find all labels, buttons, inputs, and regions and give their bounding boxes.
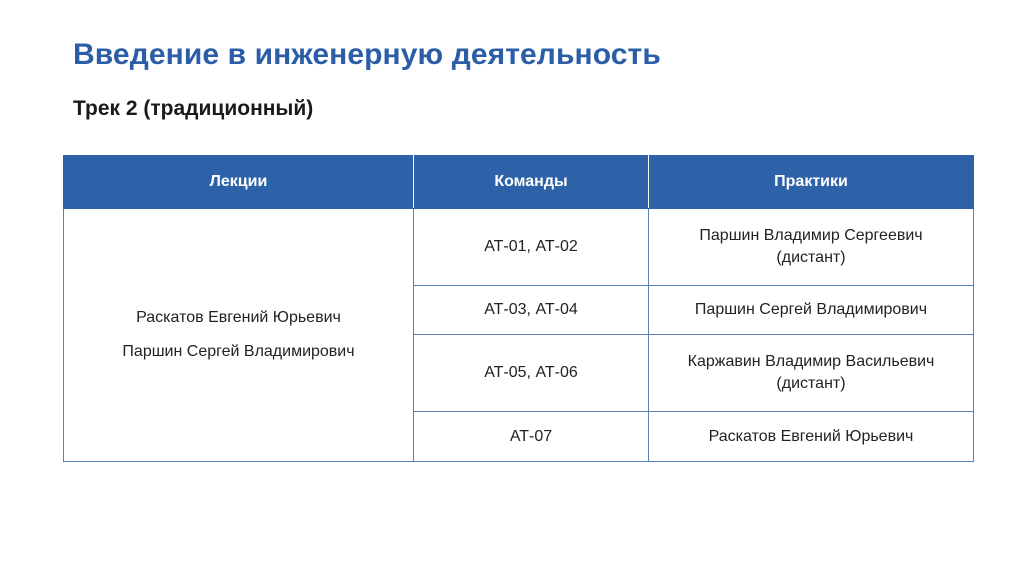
practice-note: (дистант) xyxy=(776,375,846,392)
lecturers-cell xyxy=(64,209,414,462)
teams-cell: АТ-01, АТ-02 xyxy=(414,209,649,286)
teams-cell: АТ-07 xyxy=(414,412,649,462)
practice-instructor: Паршин Сергей Владимирович xyxy=(694,301,928,318)
lecturer-name: Паршин Сергей Владимирович xyxy=(122,343,355,360)
table-header-row xyxy=(64,156,974,209)
header-lectures: Лекции xyxy=(64,156,414,209)
lecturer-name: Раскатов Евгений Юрьевич xyxy=(136,309,341,326)
practice-cell xyxy=(649,209,974,286)
practice-instructor: Каржавин Владимир Васильевич xyxy=(687,353,935,370)
teams-cell: АТ-03, АТ-04 xyxy=(414,286,649,335)
practice-cell xyxy=(649,412,974,462)
practice-cell xyxy=(649,335,974,412)
practice-note: (дистант) xyxy=(776,249,846,266)
header-teams: Команды xyxy=(414,156,649,209)
schedule-table xyxy=(63,155,974,462)
table-row xyxy=(64,209,974,286)
teams-cell: АТ-05, АТ-06 xyxy=(414,335,649,412)
practice-instructor: Паршин Владимир Сергеевич xyxy=(699,227,923,244)
slide-subtitle: Трек 2 (традиционный) xyxy=(73,97,314,120)
practice-instructor: Раскатов Евгений Юрьевич xyxy=(708,427,914,445)
practice-cell xyxy=(649,286,974,335)
header-practices: Практики xyxy=(649,156,974,209)
slide-title: Введение в инженерную деятельность xyxy=(73,38,661,71)
